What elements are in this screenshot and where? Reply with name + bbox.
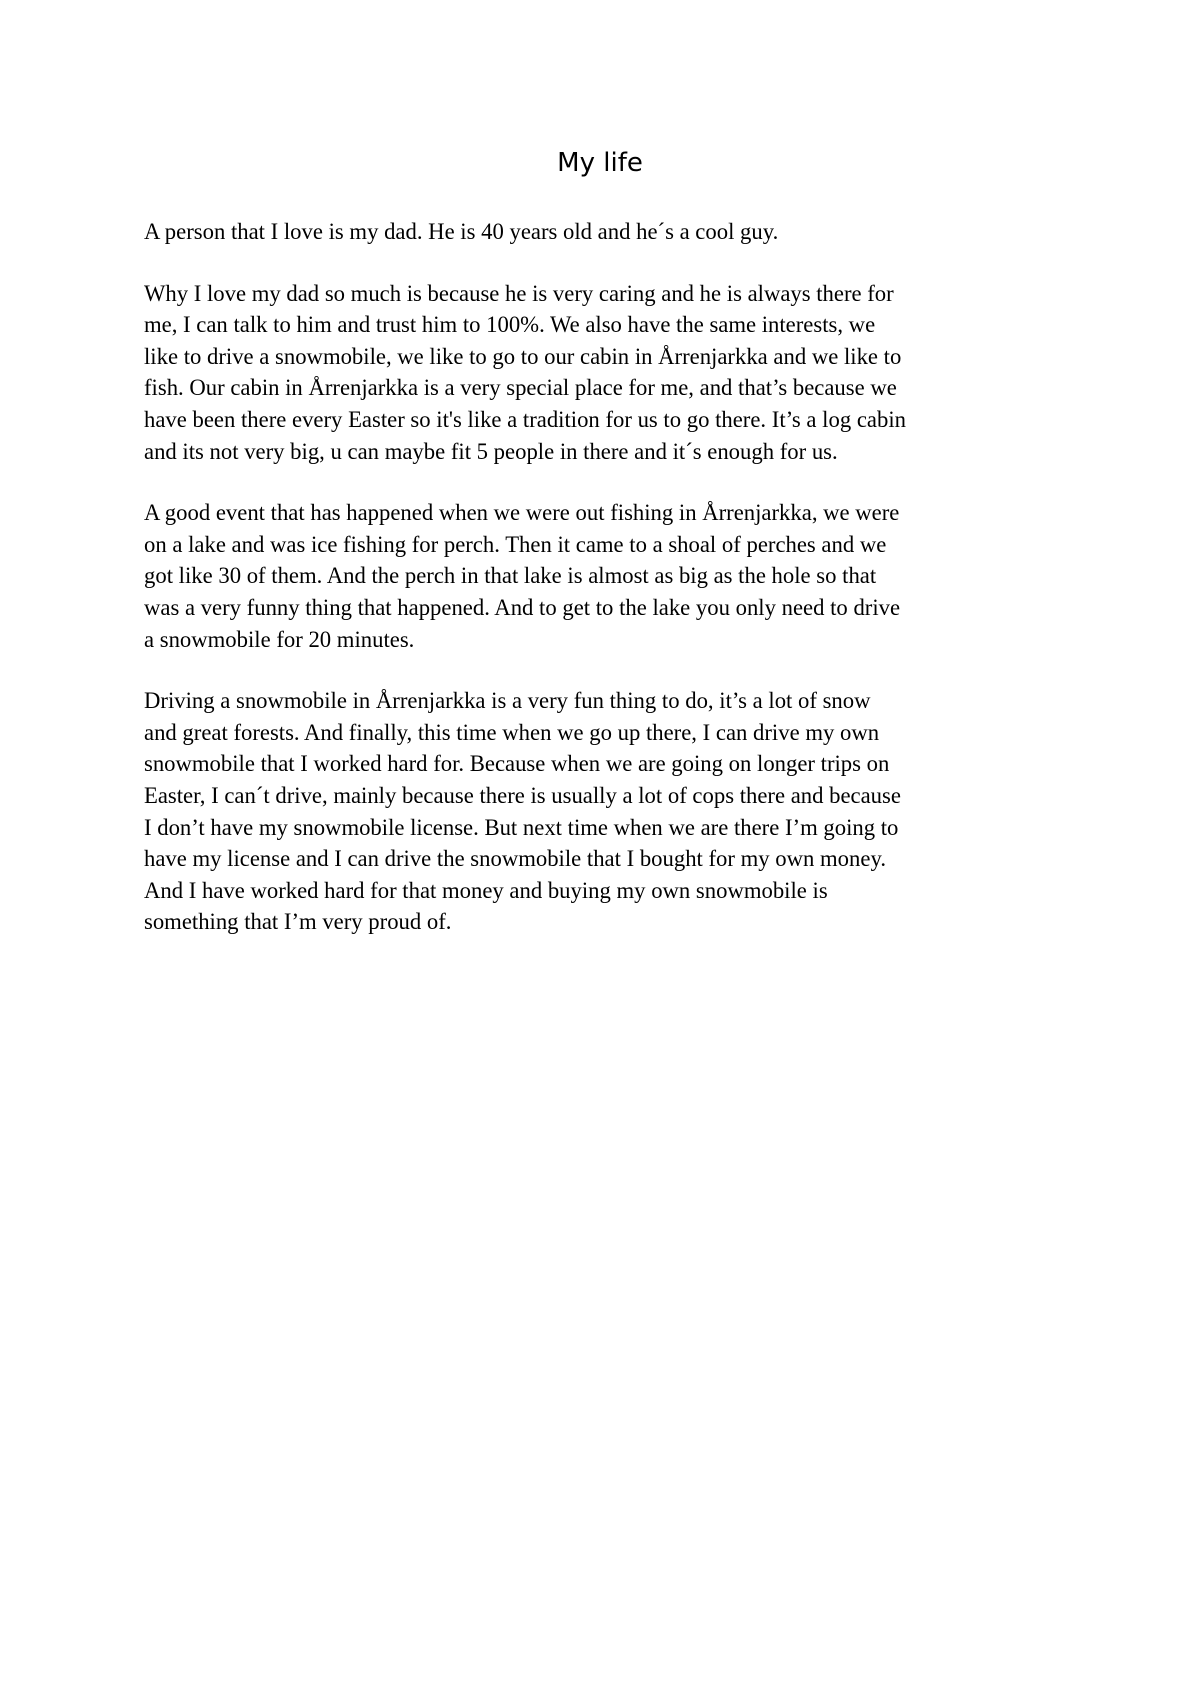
text-line: something that I’m very proud of. [144, 909, 452, 935]
text-line: a snowmobile for 20 minutes. [144, 626, 415, 652]
text-line: like to drive a snowmobile, we like to go to our cabin in Årrenjarkka and we like to [144, 343, 902, 369]
paragraph-1 [144, 216, 1064, 248]
text-line: and great forests. And finally, this time when we go up there, I can drive my own [144, 719, 880, 745]
text-line: got like 30 of them. And the perch in that lake is almost as big as the hole so that [144, 563, 877, 589]
text-line: A person that I love is my dad. He is 40 years old and he´s a cool guy. [144, 219, 779, 244]
text-line: on a lake and was ice fishing for perch. Then it came to a shoal of perches and we [144, 531, 887, 557]
text-line: was a very funny thing that happened. And to get to the lake you only need to drive [144, 594, 901, 620]
text-line: me, I can talk to him and trust him to 100%. We also have the same interests, we [144, 312, 876, 338]
text-line: Why I love my dad so much is because he is very caring and he is always there for [144, 280, 894, 306]
text-line: A good event that has happened when we were out fishing in Årrenjarkka, we were [144, 500, 900, 526]
text-line: have my license and I can drive the snowmobile that I bought for my own money. [144, 846, 886, 872]
document-body [144, 216, 1064, 968]
paragraph-3 [144, 497, 1064, 655]
paragraph-2 [144, 278, 1064, 468]
text-line: Driving a snowmobile in Årrenjarkka is a very fun thing to do, it’s a lot of snow [144, 688, 871, 714]
text-line: I don’t have my snowmobile license. But next time when we are there I’m going to [144, 814, 899, 840]
text-line: and its not very big, u can maybe fit 5 people in there and it´s enough for us. [144, 438, 838, 464]
text-line: snowmobile that I worked hard for. Because when we are going on longer trips on [144, 751, 890, 777]
text-line: And I have worked hard for that money and buying my own snowmobile is [144, 877, 828, 903]
text-line: fish. Our cabin in Årrenjarkka is a very special place for me, and that’s because we [144, 375, 897, 401]
text-line: have been there every Easter so it's like a tradition for us to go there. It’s a log cabin [144, 406, 906, 432]
text-line: Easter, I can´t drive, mainly because there is usually a lot of cops there and because [144, 782, 901, 808]
paragraph-4 [144, 685, 1064, 938]
document-title: My life [557, 148, 643, 178]
